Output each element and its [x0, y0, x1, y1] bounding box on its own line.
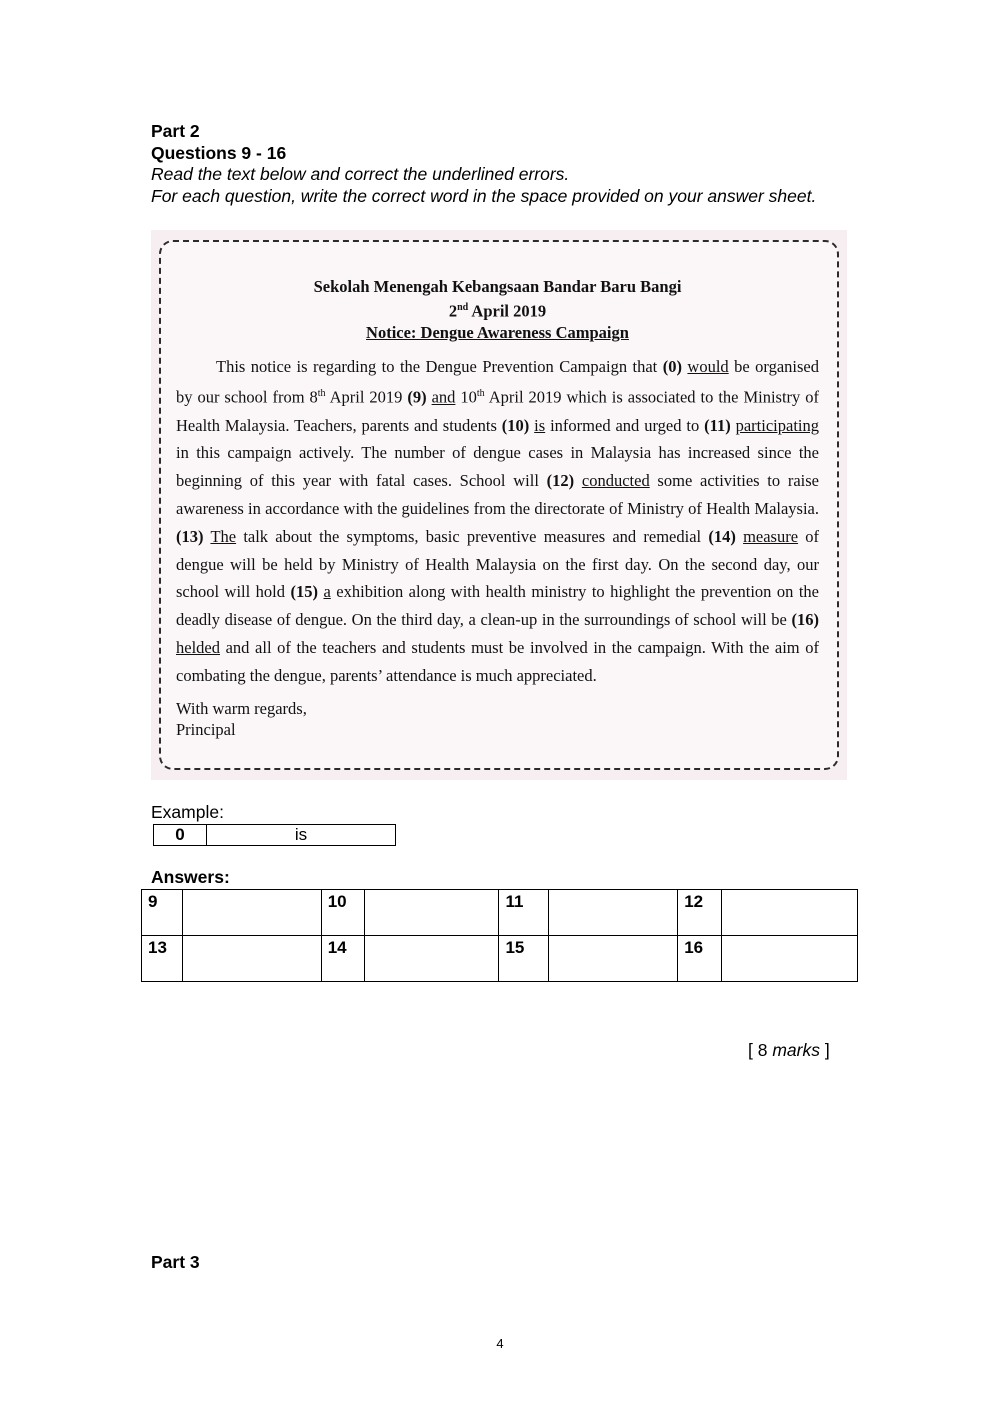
question-marker: (10) — [501, 415, 530, 435]
underlined-error: The — [210, 526, 237, 546]
body-text — [574, 471, 582, 490]
body-text: April 2019 — [325, 387, 408, 407]
answer-cell[interactable] — [549, 936, 678, 982]
section-header — [151, 121, 816, 207]
ordinal-suffix: th — [476, 388, 485, 400]
body-text: in this campaign actively. The number of dengue cases in Malaysia has increased since the beginning of this year with fatal cases. School will — [176, 443, 819, 491]
notice-date: 2nd April 2019 — [448, 301, 547, 321]
body-text: 10 — [455, 387, 477, 407]
question-number: 15 — [499, 936, 549, 982]
body-text: some activities to raise awareness in accordance with the guidelines from the directorate of Ministry of Health Malaysia. — [176, 471, 820, 518]
example-answer: is — [294, 825, 308, 844]
answer-cell[interactable] — [549, 890, 678, 936]
answer-cell[interactable] — [364, 890, 499, 936]
underlined-error: helded — [176, 637, 220, 657]
instruction-line-1: Read the text below and correct the underlined errors. — [151, 164, 570, 184]
ordinal-suffix: th — [317, 388, 326, 400]
notice-closing — [176, 698, 819, 740]
answers-label: Answers: — [151, 867, 230, 887]
underlined-error: measure — [743, 526, 799, 546]
instruction-line-2: For each question, write the correct word in the space provided on your answer sheet. — [151, 185, 817, 206]
example-box — [153, 824, 396, 846]
underlined-error: conducted — [581, 471, 650, 491]
question-marker: (0) — [662, 356, 682, 376]
underlined-error: participating — [735, 415, 819, 435]
question-marker: (12) — [546, 471, 575, 491]
body-text: of dengue will be held by Ministry of Health Malaysia on the first day. On the second day, our school will hold — [176, 526, 820, 602]
question-marker: (14) — [708, 526, 736, 546]
answer-cell[interactable] — [722, 890, 858, 936]
page-number: 4 — [496, 1336, 504, 1351]
question-number: 13 — [142, 936, 183, 982]
question-number: 16 — [678, 936, 722, 982]
question-number: 10 — [321, 890, 364, 936]
question-marker: (13) — [176, 526, 204, 546]
marks-label: [ 8 marks ] — [748, 1040, 830, 1060]
underlined-error: a — [323, 582, 331, 602]
body-text: informed and urged to — [545, 415, 705, 435]
notice-body — [176, 353, 819, 690]
answers-row-2 — [142, 936, 858, 982]
body-text — [736, 527, 743, 546]
body-text: This notice is regarding to the Dengue Prevention Campaign that — [216, 356, 663, 376]
questions-heading: Questions 9 - 16 — [151, 142, 287, 163]
question-marker: (15) — [290, 582, 318, 602]
part-3-heading: Part 3 — [151, 1252, 200, 1272]
answer-cell[interactable] — [182, 936, 321, 982]
question-marker: (11) — [704, 415, 731, 435]
question-marker: (16) — [791, 610, 819, 630]
school-name: Sekolah Menengah Kebangsaan Bandar Baru Bangi — [313, 277, 682, 296]
body-text: April 2019 which is associated to the Ministry of Health Malaysia. Teachers, parents and students — [176, 387, 819, 435]
body-text: and all of the teachers and students must be involved in the campaign. With the aim of combating the dengue, parents’ attendance is much appreciated. — [176, 637, 819, 685]
signature-line: Principal — [176, 719, 236, 739]
body-text: exhibition along with health ministry to highlight the prevention on the deadly disease of dengue. On the third day, a clean-up in the surroundings of school will be — [176, 582, 819, 630]
example-label: Example: — [151, 802, 224, 822]
question-number: 9 — [142, 890, 183, 936]
underlined-error: would — [687, 356, 729, 376]
underlined-error: is — [534, 415, 546, 435]
example-number: 0 — [154, 825, 207, 845]
body-text: talk about the symptoms, basic preventive measures and remedial — [236, 526, 709, 546]
notice-title: Notice: Dengue Awareness Campaign — [366, 322, 629, 342]
body-text: be organised by our school from 8 — [176, 356, 819, 407]
question-number: 11 — [499, 890, 549, 936]
underlined-error: and — [431, 387, 456, 407]
notice-text — [176, 276, 819, 740]
question-number: 12 — [678, 890, 722, 936]
answer-cell[interactable] — [722, 936, 858, 982]
answer-cell[interactable] — [182, 890, 321, 936]
answer-cell[interactable] — [364, 936, 499, 982]
question-marker: (9) — [407, 387, 427, 407]
question-number: 14 — [321, 936, 364, 982]
answers-table — [141, 889, 858, 982]
part-heading: Part 2 — [151, 121, 200, 141]
answers-row-1 — [142, 890, 858, 936]
closing-line: With warm regards, — [176, 698, 307, 718]
